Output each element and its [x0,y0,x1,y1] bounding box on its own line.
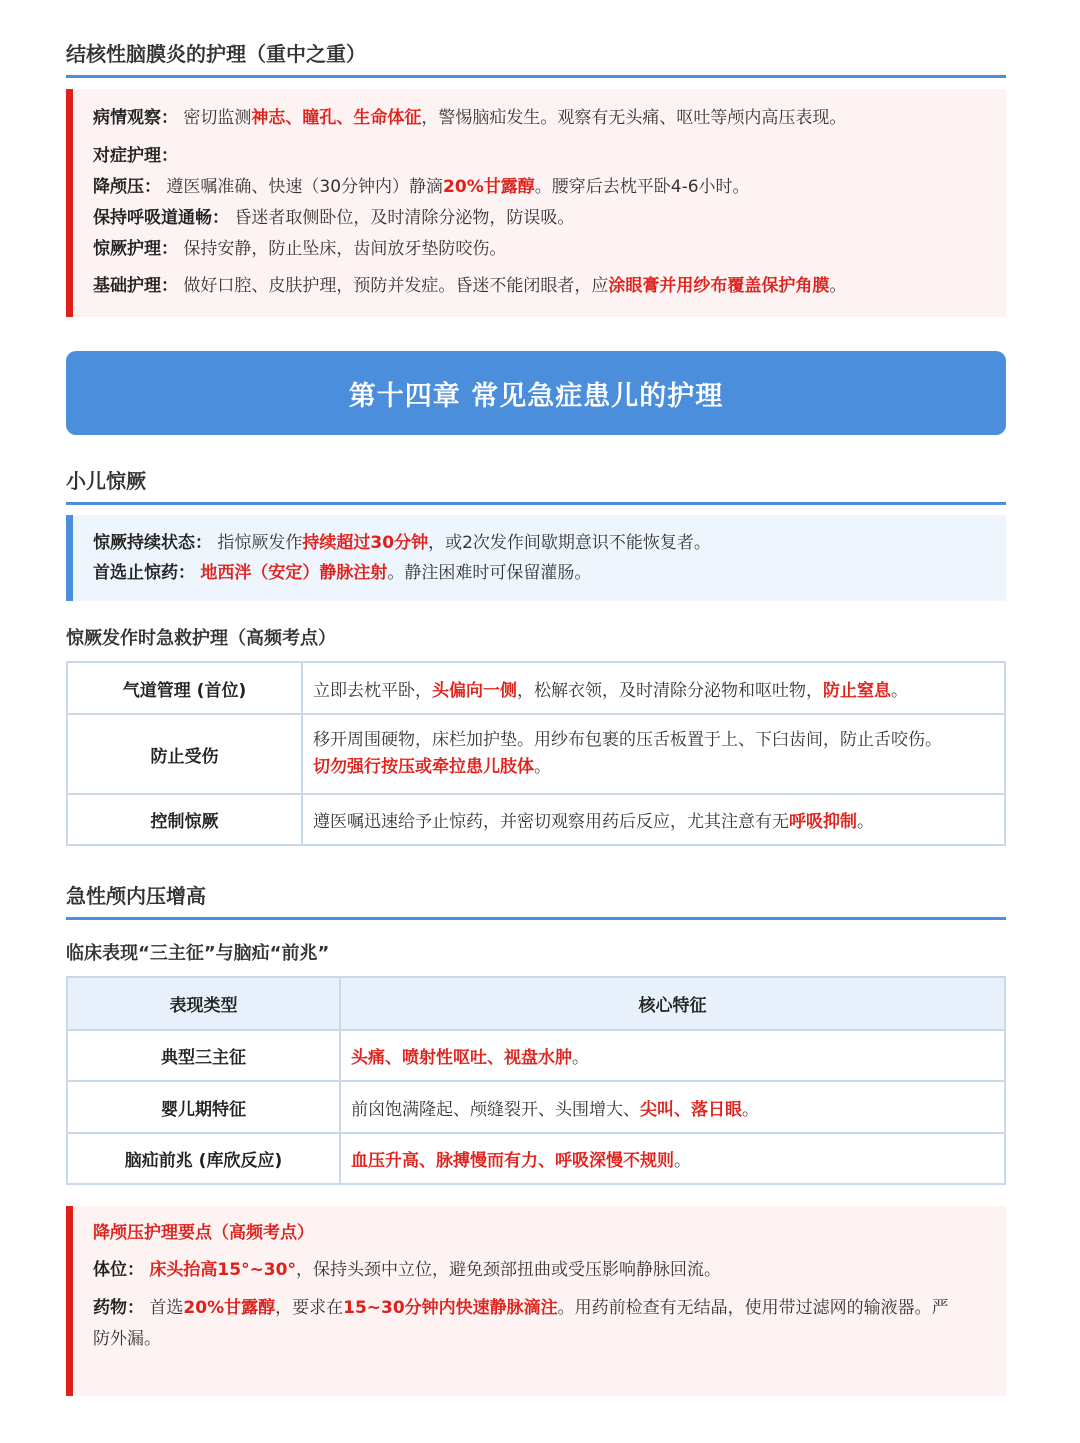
table-header-row [67,977,1005,1030]
text: 保持安静，防止坠床，齿间放牙垫防咬伤。 [183,239,507,259]
row-value [340,1030,1005,1081]
column-header: 核心特征 [340,977,1005,1030]
table-row [67,1133,1005,1184]
label: 降颅压： [93,177,161,197]
label: 对症护理： [93,146,178,166]
emergency-care-table [66,661,1006,846]
row-key: 控制惊厥 [67,794,302,845]
tbm-nursing-box [66,89,1006,317]
table-row [67,1030,1005,1081]
highlight: 神志、瞳孔、生命体征 [251,108,422,128]
text: 。 [674,1151,691,1171]
drug-line-cont: 防外漏。 [93,1329,161,1349]
highlight: 涂眼膏并用纱布覆盖保护角膜 [608,276,830,296]
row-value [302,662,1005,714]
highlight: 20%甘露醇 [183,1298,276,1318]
row-key: 典型三主征 [67,1030,340,1081]
row-key: 脑疝前兆 (库欣反应) [67,1133,340,1184]
text: 遵医嘱准确、快速（30分钟内）静滴 [166,177,444,197]
highlight: 尖叫、落日眼 [640,1099,742,1120]
table-row [67,662,1005,714]
text: 指惊厥发作 [217,533,303,553]
reduce-icp-line [93,174,992,200]
airway-line [93,205,992,231]
row-value [302,714,1005,794]
highlight: 15~30分钟内快速静脉滴注 [343,1298,558,1318]
highlight: 呼吸抑制 [789,812,857,832]
observation-line [93,105,992,131]
column-header: 表现类型 [67,977,340,1030]
text: 。 [572,1048,589,1068]
text: 移开周围硬物，床栏加护垫。用纱布包裹的压舌板置于上、下臼齿间，防止舌咬伤。 [313,730,942,750]
text: 。 [857,812,874,832]
row-value [302,794,1005,845]
text: 前囟饱满隆起、颅缝裂开、头围增大、 [351,1099,640,1120]
symptomatic-line [93,143,992,169]
row-key: 气道管理 (首位) [67,662,302,714]
section-title-convulsion: 小儿惊厥 [66,465,1006,505]
clinical-signs-table [66,976,1006,1185]
status-epilepticus-line [93,530,992,556]
section-title-tbm: 结核性脑膜炎的护理（重中之重） [66,38,1006,78]
chapter-banner: 第十四章 常见急症患儿的护理 [66,351,1006,435]
label: 体位： [93,1260,144,1280]
box-title: 降颅压护理要点（高频考点） [93,1223,314,1243]
highlight: 持续超过30分钟 [302,533,429,553]
row-key: 防止受伤 [67,714,302,794]
row-value [340,1081,1005,1133]
highlight: 防止窒息 [823,680,891,701]
text: 。 [829,276,847,296]
text: 。腰穿后去枕平卧4-6小时。 [534,177,750,197]
row-value [340,1133,1005,1184]
text: 。 [534,757,551,777]
text: 。静注困难时可保留灌肠。 [387,563,592,583]
seizure-line [93,236,992,262]
label: 首选止惊药： [93,563,195,583]
text: 遵医嘱迅速给予止惊药，并密切观察用药后反应，尤其注意有无 [313,812,789,832]
convulsion-info-box [66,515,1006,601]
label: 惊厥护理： [93,239,178,259]
drug-line [93,1295,992,1321]
highlight: 切勿强行按压或牵拉患儿肢体 [313,757,534,777]
highlight: 20%甘露醇 [443,177,535,197]
icp-nursing-box [66,1206,1006,1396]
label: 惊厥持续状态： [93,533,212,553]
label: 药物： [93,1298,144,1318]
basic-care-line [93,273,992,299]
text: 做好口腔、皮肤护理，预防并发症。昏迷不能闭眼者，应 [183,276,609,296]
text: 。 [742,1099,759,1120]
highlight: 头痛、喷射性呕吐、视盘水肿 [351,1048,572,1068]
text: ，松解衣领，及时清除分泌物和呕吐物， [517,680,823,701]
text: 。 [891,680,908,701]
table-row [67,1081,1005,1133]
first-drug-line [93,560,992,586]
text: 昏迷者取侧卧位，及时清除分泌物，防误吸。 [234,208,575,228]
text: 首选 [149,1298,184,1318]
highlight: 地西泮（安定）静脉注射 [200,563,388,583]
label: 基础护理： [93,276,178,296]
text: ，要求在 [275,1298,344,1318]
text: ，保持头颈中立位，避免颈部扭曲或受压影响静脉回流。 [295,1260,721,1280]
highlight: 床头抬高15°~30° [149,1260,296,1280]
highlight: 血压升高、脉搏慢而有力、呼吸深慢不规则 [351,1151,674,1171]
text: 密切监测 [183,108,252,128]
text: 。用药前检查有无结晶，使用带过滤网的输液器。严 [557,1298,949,1318]
position-line [93,1257,992,1283]
row-key: 婴儿期特征 [67,1081,340,1133]
text: 立即去枕平卧， [313,680,432,701]
highlight: 头偏向一侧 [432,680,517,701]
text: ，或2次发作间歇期意识不能恢复者。 [428,533,711,553]
clinical-signs-subtitle: 临床表现“三主征”与脑疝“前兆” [66,943,330,964]
table-row [67,794,1005,845]
label: 病情观察： [93,108,178,128]
emergency-care-subtitle: 惊厥发作时急救护理（高频考点） [66,628,336,649]
section-title-icp: 急性颅内压增高 [66,880,1006,920]
table-row [67,714,1005,794]
text: ，警惕脑疝发生。观察有无头痛、呕吐等颅内高压表现。 [421,108,847,128]
label: 保持呼吸道通畅： [93,208,229,228]
